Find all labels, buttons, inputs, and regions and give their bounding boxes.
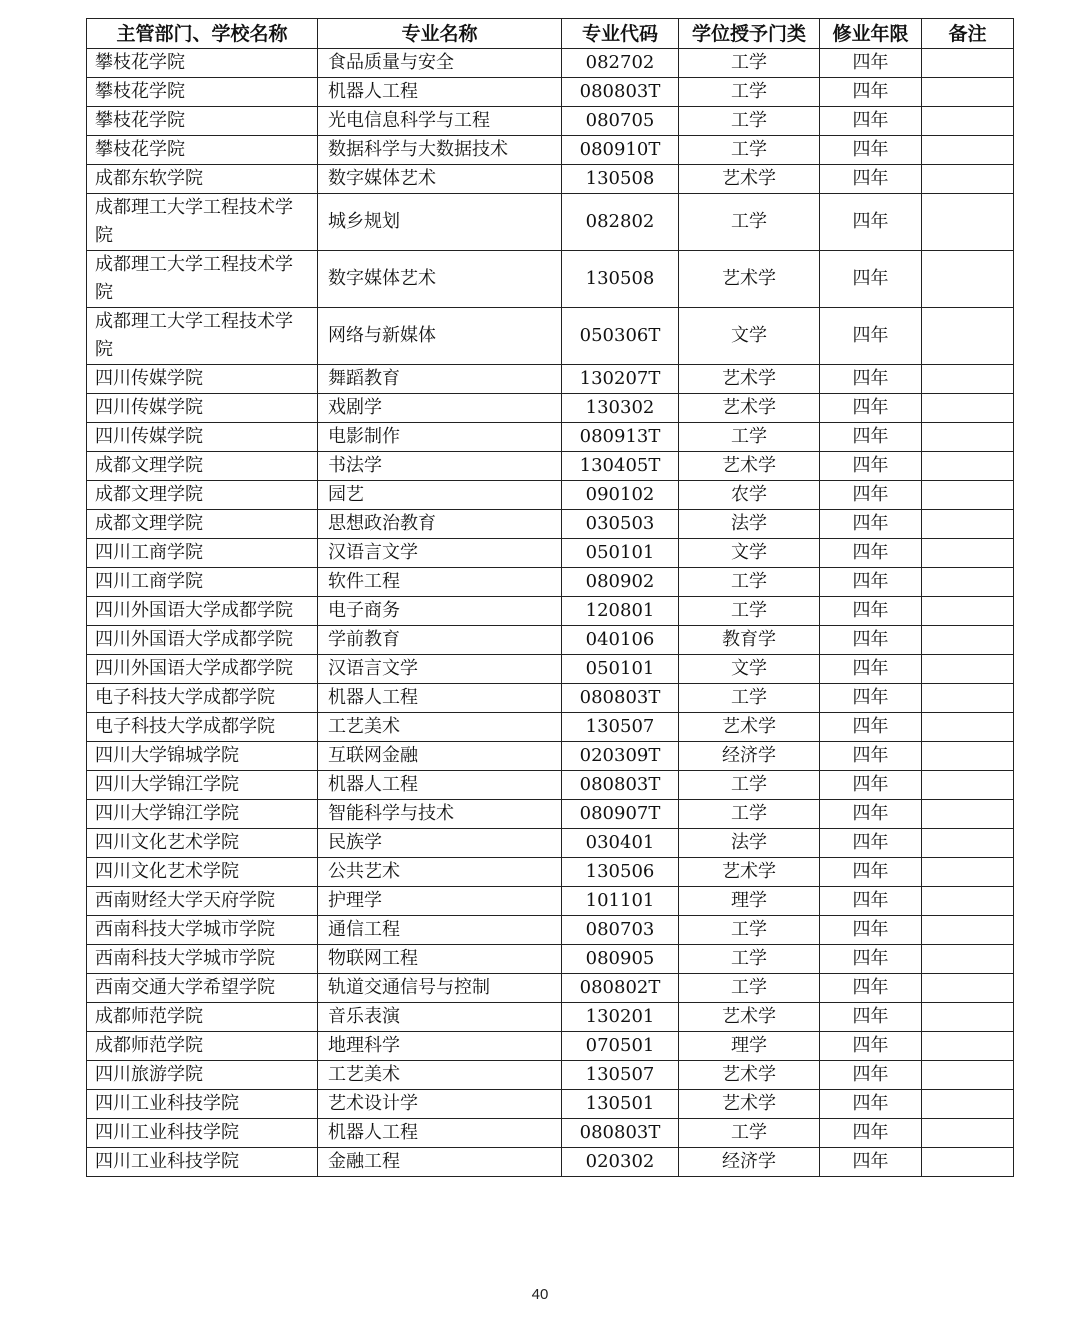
school-cell: 攀枝花学院 xyxy=(87,107,318,136)
code-cell: 080803T xyxy=(562,684,679,713)
degree-cell: 农学 xyxy=(679,481,820,510)
note-cell xyxy=(922,568,1014,597)
code-cell: 050306T xyxy=(562,308,679,365)
major-cell: 网络与新媒体 xyxy=(318,308,562,365)
note-cell xyxy=(922,916,1014,945)
school-cell: 四川大学锦城学院 xyxy=(87,742,318,771)
major-cell: 汉语言文学 xyxy=(318,655,562,684)
code-cell: 080803T xyxy=(562,78,679,107)
table-row xyxy=(87,1061,1014,1090)
school-cell: 成都师范学院 xyxy=(87,1003,318,1032)
code-cell: 020309T xyxy=(562,742,679,771)
table-row xyxy=(87,1119,1014,1148)
school-cell: 四川旅游学院 xyxy=(87,1061,318,1090)
degree-cell: 工学 xyxy=(679,800,820,829)
school-cell: 四川外国语大学成都学院 xyxy=(87,597,318,626)
table-row xyxy=(87,742,1014,771)
table-header-row xyxy=(87,19,1014,49)
header-degree: 学位授予门类 xyxy=(679,19,820,49)
school-cell: 四川工业科技学院 xyxy=(87,1090,318,1119)
major-cell: 戏剧学 xyxy=(318,394,562,423)
table-row xyxy=(87,945,1014,974)
school-cell: 四川工商学院 xyxy=(87,568,318,597)
major-cell: 园艺 xyxy=(318,481,562,510)
school-cell: 成都师范学院 xyxy=(87,1032,318,1061)
degree-cell: 文学 xyxy=(679,539,820,568)
note-cell xyxy=(922,78,1014,107)
note-cell xyxy=(922,1148,1014,1177)
school-cell: 攀枝花学院 xyxy=(87,49,318,78)
school-cell: 电子科技大学成都学院 xyxy=(87,684,318,713)
degree-cell: 工学 xyxy=(679,771,820,800)
table-row xyxy=(87,365,1014,394)
note-cell xyxy=(922,684,1014,713)
note-cell xyxy=(922,887,1014,916)
years-cell: 四年 xyxy=(820,49,922,78)
degree-cell: 工学 xyxy=(679,423,820,452)
header-school: 主管部门、学校名称 xyxy=(87,19,318,49)
major-cell: 通信工程 xyxy=(318,916,562,945)
degree-cell: 文学 xyxy=(679,655,820,684)
code-cell: 080905 xyxy=(562,945,679,974)
degree-cell: 工学 xyxy=(679,568,820,597)
major-cell: 思想政治教育 xyxy=(318,510,562,539)
code-cell: 130207T xyxy=(562,365,679,394)
note-cell xyxy=(922,539,1014,568)
school-cell: 四川外国语大学成都学院 xyxy=(87,626,318,655)
school-cell: 成都理工大学工程技术学院 xyxy=(87,308,318,365)
table-row xyxy=(87,626,1014,655)
code-cell: 080913T xyxy=(562,423,679,452)
note-cell xyxy=(922,308,1014,365)
degree-cell: 经济学 xyxy=(679,1148,820,1177)
degree-cell: 工学 xyxy=(679,597,820,626)
note-cell xyxy=(922,626,1014,655)
code-cell: 080703 xyxy=(562,916,679,945)
table-row xyxy=(87,916,1014,945)
degree-cell: 艺术学 xyxy=(679,452,820,481)
note-cell xyxy=(922,1003,1014,1032)
major-cell: 工艺美术 xyxy=(318,1061,562,1090)
table-row xyxy=(87,165,1014,194)
major-cell: 机器人工程 xyxy=(318,771,562,800)
degree-cell: 艺术学 xyxy=(679,251,820,308)
degree-cell: 工学 xyxy=(679,945,820,974)
years-cell: 四年 xyxy=(820,136,922,165)
page-number: 40 xyxy=(531,1286,549,1303)
code-cell: 080803T xyxy=(562,771,679,800)
years-cell: 四年 xyxy=(820,78,922,107)
years-cell: 四年 xyxy=(820,251,922,308)
school-cell: 西南科技大学城市学院 xyxy=(87,916,318,945)
years-cell: 四年 xyxy=(820,945,922,974)
note-cell xyxy=(922,107,1014,136)
note-cell xyxy=(922,1090,1014,1119)
table-row xyxy=(87,771,1014,800)
table-row xyxy=(87,800,1014,829)
code-cell: 120801 xyxy=(562,597,679,626)
note-cell xyxy=(922,394,1014,423)
degree-cell: 工学 xyxy=(679,974,820,1003)
major-cell: 舞蹈教育 xyxy=(318,365,562,394)
table-row xyxy=(87,684,1014,713)
major-cell: 电子商务 xyxy=(318,597,562,626)
code-cell: 101101 xyxy=(562,887,679,916)
years-cell: 四年 xyxy=(820,858,922,887)
major-cell: 工艺美术 xyxy=(318,713,562,742)
degree-cell: 艺术学 xyxy=(679,165,820,194)
years-cell: 四年 xyxy=(820,394,922,423)
code-cell: 130201 xyxy=(562,1003,679,1032)
code-cell: 080705 xyxy=(562,107,679,136)
note-cell xyxy=(922,597,1014,626)
years-cell: 四年 xyxy=(820,626,922,655)
table-row xyxy=(87,308,1014,365)
school-cell: 四川传媒学院 xyxy=(87,423,318,452)
years-cell: 四年 xyxy=(820,1003,922,1032)
code-cell: 130405T xyxy=(562,452,679,481)
school-cell: 西南科技大学城市学院 xyxy=(87,945,318,974)
major-cell: 轨道交通信号与控制 xyxy=(318,974,562,1003)
majors-table xyxy=(86,18,1014,1177)
school-cell: 四川传媒学院 xyxy=(87,365,318,394)
table-row xyxy=(87,858,1014,887)
note-cell xyxy=(922,165,1014,194)
major-cell: 学前教育 xyxy=(318,626,562,655)
note-cell xyxy=(922,1119,1014,1148)
years-cell: 四年 xyxy=(820,452,922,481)
code-cell: 082802 xyxy=(562,194,679,251)
school-cell: 四川外国语大学成都学院 xyxy=(87,655,318,684)
years-cell: 四年 xyxy=(820,916,922,945)
degree-cell: 法学 xyxy=(679,829,820,858)
major-cell: 汉语言文学 xyxy=(318,539,562,568)
school-cell: 四川工商学院 xyxy=(87,539,318,568)
note-cell xyxy=(922,423,1014,452)
table-row xyxy=(87,713,1014,742)
table-row xyxy=(87,78,1014,107)
years-cell: 四年 xyxy=(820,510,922,539)
code-cell: 070501 xyxy=(562,1032,679,1061)
years-cell: 四年 xyxy=(820,107,922,136)
code-cell: 130507 xyxy=(562,713,679,742)
school-cell: 攀枝花学院 xyxy=(87,78,318,107)
table-row xyxy=(87,1032,1014,1061)
years-cell: 四年 xyxy=(820,742,922,771)
table-row xyxy=(87,510,1014,539)
major-cell: 地理科学 xyxy=(318,1032,562,1061)
major-cell: 金融工程 xyxy=(318,1148,562,1177)
degree-cell: 工学 xyxy=(679,107,820,136)
school-cell: 成都文理学院 xyxy=(87,510,318,539)
code-cell: 130506 xyxy=(562,858,679,887)
table-row xyxy=(87,194,1014,251)
code-cell: 082702 xyxy=(562,49,679,78)
note-cell xyxy=(922,858,1014,887)
major-cell: 艺术设计学 xyxy=(318,1090,562,1119)
note-cell xyxy=(922,945,1014,974)
years-cell: 四年 xyxy=(820,684,922,713)
table-body xyxy=(87,49,1014,1177)
years-cell: 四年 xyxy=(820,568,922,597)
code-cell: 030503 xyxy=(562,510,679,539)
note-cell xyxy=(922,251,1014,308)
major-cell: 机器人工程 xyxy=(318,684,562,713)
code-cell: 020302 xyxy=(562,1148,679,1177)
table-row xyxy=(87,974,1014,1003)
code-cell: 080907T xyxy=(562,800,679,829)
note-cell xyxy=(922,510,1014,539)
note-cell xyxy=(922,481,1014,510)
degree-cell: 理学 xyxy=(679,887,820,916)
school-cell: 西南财经大学天府学院 xyxy=(87,887,318,916)
degree-cell: 艺术学 xyxy=(679,1061,820,1090)
note-cell xyxy=(922,1061,1014,1090)
degree-cell: 经济学 xyxy=(679,742,820,771)
note-cell xyxy=(922,829,1014,858)
note-cell xyxy=(922,655,1014,684)
code-cell: 050101 xyxy=(562,539,679,568)
major-cell: 机器人工程 xyxy=(318,1119,562,1148)
table-row xyxy=(87,107,1014,136)
table-row xyxy=(87,423,1014,452)
table-row xyxy=(87,49,1014,78)
table-row xyxy=(87,251,1014,308)
major-cell: 食品质量与安全 xyxy=(318,49,562,78)
degree-cell: 工学 xyxy=(679,194,820,251)
note-cell xyxy=(922,742,1014,771)
school-cell: 成都理工大学工程技术学院 xyxy=(87,251,318,308)
degree-cell: 艺术学 xyxy=(679,858,820,887)
note-cell xyxy=(922,452,1014,481)
major-cell: 机器人工程 xyxy=(318,78,562,107)
code-cell: 030401 xyxy=(562,829,679,858)
school-cell: 攀枝花学院 xyxy=(87,136,318,165)
table-row xyxy=(87,1148,1014,1177)
years-cell: 四年 xyxy=(820,481,922,510)
school-cell: 电子科技大学成都学院 xyxy=(87,713,318,742)
note-cell xyxy=(922,136,1014,165)
school-cell: 西南交通大学希望学院 xyxy=(87,974,318,1003)
code-cell: 130302 xyxy=(562,394,679,423)
degree-cell: 艺术学 xyxy=(679,1090,820,1119)
header-note: 备注 xyxy=(922,19,1014,49)
degree-cell: 理学 xyxy=(679,1032,820,1061)
years-cell: 四年 xyxy=(820,1090,922,1119)
degree-cell: 艺术学 xyxy=(679,1003,820,1032)
years-cell: 四年 xyxy=(820,829,922,858)
years-cell: 四年 xyxy=(820,194,922,251)
note-cell xyxy=(922,771,1014,800)
degree-cell: 工学 xyxy=(679,1119,820,1148)
degree-cell: 工学 xyxy=(679,916,820,945)
code-cell: 090102 xyxy=(562,481,679,510)
code-cell: 130508 xyxy=(562,251,679,308)
years-cell: 四年 xyxy=(820,1119,922,1148)
major-cell: 物联网工程 xyxy=(318,945,562,974)
years-cell: 四年 xyxy=(820,1061,922,1090)
table-row xyxy=(87,655,1014,684)
school-cell: 四川工业科技学院 xyxy=(87,1148,318,1177)
code-cell: 050101 xyxy=(562,655,679,684)
school-cell: 四川文化艺术学院 xyxy=(87,829,318,858)
note-cell xyxy=(922,1032,1014,1061)
note-cell xyxy=(922,365,1014,394)
degree-cell: 工学 xyxy=(679,49,820,78)
years-cell: 四年 xyxy=(820,771,922,800)
major-cell: 公共艺术 xyxy=(318,858,562,887)
code-cell: 040106 xyxy=(562,626,679,655)
major-cell: 互联网金融 xyxy=(318,742,562,771)
school-cell: 四川传媒学院 xyxy=(87,394,318,423)
table-row xyxy=(87,452,1014,481)
code-cell: 130508 xyxy=(562,165,679,194)
degree-cell: 教育学 xyxy=(679,626,820,655)
code-cell: 080902 xyxy=(562,568,679,597)
table-row xyxy=(87,136,1014,165)
major-cell: 护理学 xyxy=(318,887,562,916)
table-row xyxy=(87,1003,1014,1032)
code-cell: 080802T xyxy=(562,974,679,1003)
major-cell: 城乡规划 xyxy=(318,194,562,251)
years-cell: 四年 xyxy=(820,800,922,829)
major-cell: 书法学 xyxy=(318,452,562,481)
school-cell: 成都文理学院 xyxy=(87,452,318,481)
degree-cell: 艺术学 xyxy=(679,713,820,742)
major-cell: 数字媒体艺术 xyxy=(318,251,562,308)
table-row xyxy=(87,829,1014,858)
note-cell xyxy=(922,194,1014,251)
years-cell: 四年 xyxy=(820,974,922,1003)
years-cell: 四年 xyxy=(820,308,922,365)
header-major: 专业名称 xyxy=(318,19,562,49)
years-cell: 四年 xyxy=(820,423,922,452)
major-cell: 音乐表演 xyxy=(318,1003,562,1032)
table-row xyxy=(87,481,1014,510)
years-cell: 四年 xyxy=(820,1148,922,1177)
years-cell: 四年 xyxy=(820,887,922,916)
header-code: 专业代码 xyxy=(562,19,679,49)
years-cell: 四年 xyxy=(820,1032,922,1061)
header-years: 修业年限 xyxy=(820,19,922,49)
school-cell: 四川大学锦江学院 xyxy=(87,771,318,800)
major-cell: 智能科学与技术 xyxy=(318,800,562,829)
code-cell: 130501 xyxy=(562,1090,679,1119)
degree-cell: 文学 xyxy=(679,308,820,365)
school-cell: 成都理工大学工程技术学院 xyxy=(87,194,318,251)
major-cell: 数字媒体艺术 xyxy=(318,165,562,194)
school-cell: 四川工业科技学院 xyxy=(87,1119,318,1148)
note-cell xyxy=(922,49,1014,78)
degree-cell: 艺术学 xyxy=(679,365,820,394)
school-cell: 成都文理学院 xyxy=(87,481,318,510)
years-cell: 四年 xyxy=(820,597,922,626)
degree-cell: 工学 xyxy=(679,684,820,713)
school-cell: 四川文化艺术学院 xyxy=(87,858,318,887)
note-cell xyxy=(922,800,1014,829)
degree-cell: 工学 xyxy=(679,78,820,107)
school-cell: 四川大学锦江学院 xyxy=(87,800,318,829)
major-cell: 数据科学与大数据技术 xyxy=(318,136,562,165)
table-row xyxy=(87,568,1014,597)
code-cell: 130507 xyxy=(562,1061,679,1090)
code-cell: 080910T xyxy=(562,136,679,165)
table-row xyxy=(87,597,1014,626)
table-row xyxy=(87,394,1014,423)
major-cell: 民族学 xyxy=(318,829,562,858)
note-cell xyxy=(922,974,1014,1003)
degree-cell: 工学 xyxy=(679,136,820,165)
years-cell: 四年 xyxy=(820,713,922,742)
table-row xyxy=(87,539,1014,568)
major-cell: 光电信息科学与工程 xyxy=(318,107,562,136)
major-cell: 软件工程 xyxy=(318,568,562,597)
note-cell xyxy=(922,713,1014,742)
table-row xyxy=(87,1090,1014,1119)
degree-cell: 法学 xyxy=(679,510,820,539)
degree-cell: 艺术学 xyxy=(679,394,820,423)
school-cell: 成都东软学院 xyxy=(87,165,318,194)
table-row xyxy=(87,887,1014,916)
years-cell: 四年 xyxy=(820,365,922,394)
years-cell: 四年 xyxy=(820,165,922,194)
years-cell: 四年 xyxy=(820,655,922,684)
years-cell: 四年 xyxy=(820,539,922,568)
code-cell: 080803T xyxy=(562,1119,679,1148)
major-cell: 电影制作 xyxy=(318,423,562,452)
